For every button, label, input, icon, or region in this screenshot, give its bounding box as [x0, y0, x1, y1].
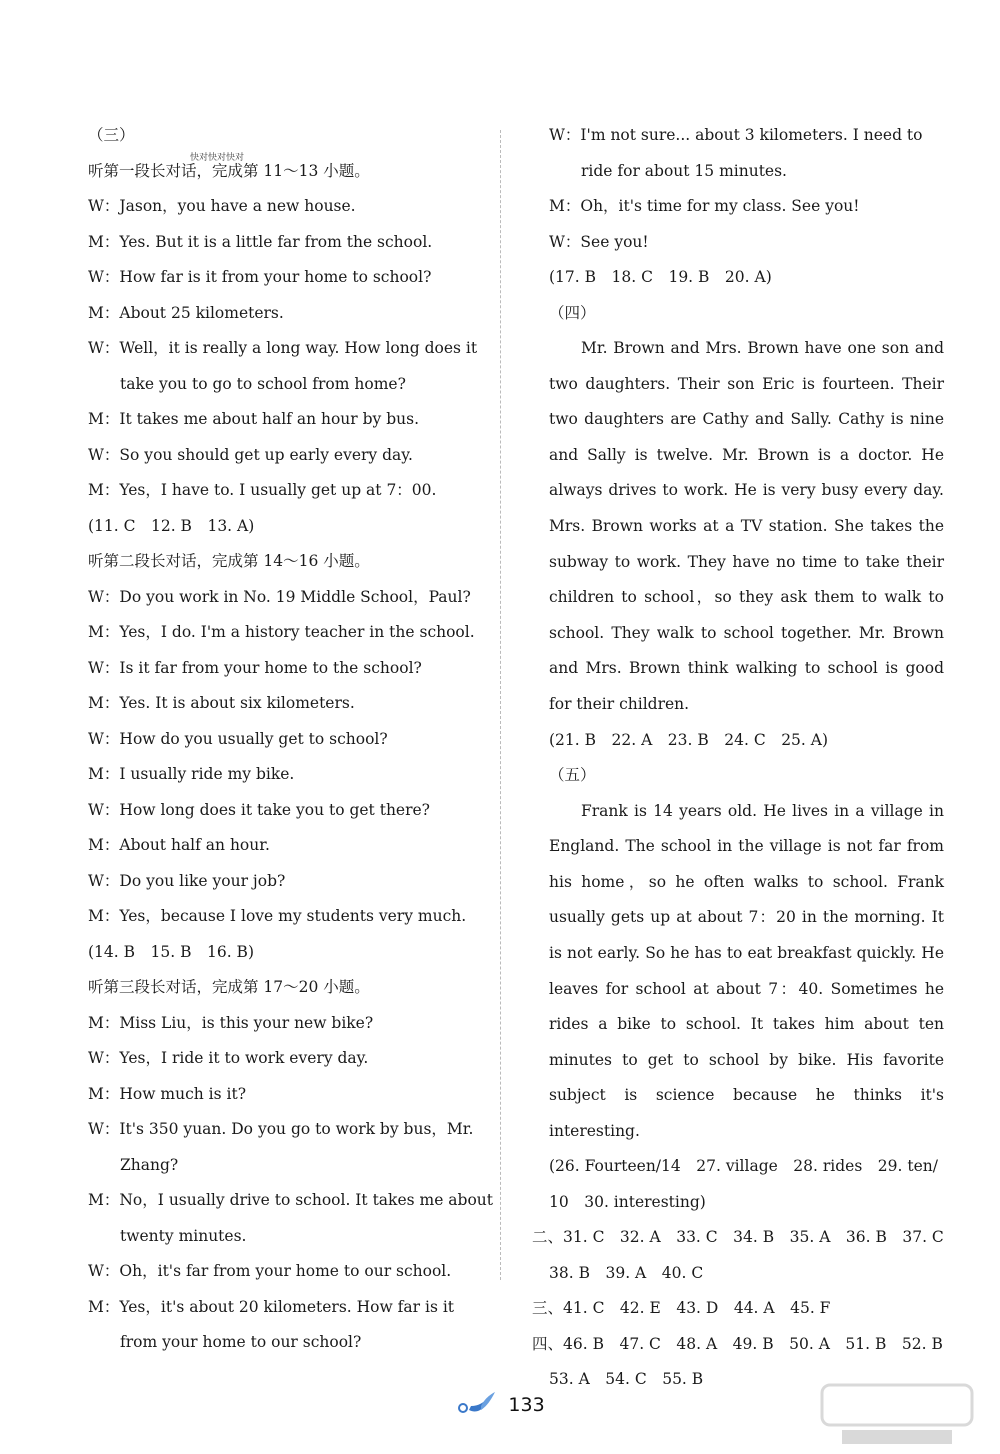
left-line: (14. B 15. B 16. B): [88, 942, 254, 961]
left-line: M：It takes me about half an hour by bus.: [88, 410, 420, 428]
right-column: [532, 118, 944, 1398]
right-line: W：See you!: [549, 232, 649, 251]
left-line: M：Yes，because I love my students very much.: [88, 907, 467, 925]
answers-part-three: 三、41. C 42. E 43. D 44. A 45. F: [532, 1299, 831, 1318]
bird-logo-icon: [455, 1388, 497, 1422]
answers-part-two-line-1: 二、31. C 32. A 33. C 34. B 35. A 36. B 37. C: [532, 1228, 944, 1247]
passage-five: Frank is 14 years old. He lives in a village in England. The school in the village is not far from his home，so he often walks to school. Frank usually gets up at about 7：20 in the morning. It is not early. So he has to eat breakfast quickly. He leaves for school at about 7：40. Sometimes he rides a bike to school. It takes him about ten minutes to get to school by bike. His favorite subject is science because he thinks it's interesting.: [549, 801, 944, 1140]
left-line: (11. C 12. B 13. A): [88, 516, 255, 535]
left-column: [88, 118, 493, 1361]
left-line: W：So you should get up early every day.: [88, 445, 413, 464]
left-line: M：Yes，I have to. I usually get up at 7：00.: [88, 481, 437, 499]
left-line: W：Do you like your job?: [88, 871, 286, 890]
left-line: M：About 25 kilometers.: [88, 303, 284, 322]
right-line: W：I'm not sure... about 3 kilometers. I need to: [549, 126, 923, 144]
left-line: twenty minutes.: [120, 1226, 247, 1245]
left-line: M：I usually ride my bike.: [88, 765, 295, 783]
left-line: W：Do you work in No. 19 Middle School，Paul?: [88, 587, 471, 606]
left-line: M：Yes，it's about 20 kilometers. How far is it: [88, 1297, 455, 1316]
left-line: W：How far is it from your home to school?: [88, 268, 432, 286]
left-line: W：Jason，you have a new house.: [88, 197, 356, 215]
left-line: W：How long does it take you to get there?: [88, 800, 430, 819]
answers-five-line-2: 10 30. interesting): [549, 1192, 706, 1211]
column-divider: [500, 130, 501, 1280]
watermark-logo: [812, 1380, 982, 1450]
left-line: from your home to our school?: [120, 1333, 362, 1351]
left-line: M：Yes. It is about six kilometers.: [88, 694, 355, 712]
left-line: W：Is it far from your home to the school?: [88, 658, 422, 677]
left-line: M：Yes，I do. I'm a history teacher in the school.: [88, 623, 475, 641]
answers-part-four-line-1: 四、46. B 47. C 48. A 49. B 50. A 51. B 52. B: [532, 1334, 943, 1353]
left-line: W：Well，it is really a long way. How long does it: [88, 339, 478, 357]
left-line: M：Yes. But it is a little far from the school.: [88, 232, 433, 251]
left-line: M：Miss Liu，is this your new bike?: [88, 1013, 374, 1032]
right-line: (17. B 18. C 19. B 20. A): [549, 268, 772, 286]
passage-four: Mr. Brown and Mrs. Brown have one son and two daughters. Their son Eric is fourteen. Their two daughters are Cathy and Sally. Cathy is nine and Sally is twelve. Mr. Brown is a doctor. He always drives to work. He is very busy every day. Mrs. Brown works at a TV station. She takes the subway to work. They have no time to take their children to school，so they ask them to walk to school. They walk to school together. Mr. Brown and Mrs. Brown think walking to school is good for their children.: [549, 339, 944, 713]
left-line: W：Oh，it's far from your home to our school.: [88, 1262, 452, 1280]
left-line: M：How much is it?: [88, 1084, 247, 1103]
left-line: take you to go to school from home?: [120, 374, 406, 393]
answers-part-two-line-2: 38. B 39. A 40. C: [549, 1263, 704, 1282]
answers-part-four-line-2: 53. A 54. C 55. B: [549, 1370, 704, 1389]
section-five-heading: （五）: [549, 766, 596, 785]
left-line: W：How do you usually get to school?: [88, 729, 388, 748]
right-line: （四）: [549, 303, 596, 322]
left-line: （三）: [88, 126, 135, 144]
right-line: ride for about 15 minutes.: [581, 161, 787, 180]
left-line: W：Yes，I ride it to work every day.: [88, 1049, 369, 1067]
right-line: M：Oh，it's time for my class. See you!: [549, 197, 860, 215]
left-line: 听第一段长对话，完成第 11～13 小题。: [88, 161, 370, 180]
page-number: 133: [508, 1394, 545, 1416]
left-line: Zhang?: [120, 1155, 179, 1174]
answers-five-line-1: (26. Fourteen/14 27. village 28. rides 29. ten/: [549, 1157, 938, 1176]
left-line: 听第二段长对话，完成第 14～16 小题。: [88, 552, 370, 570]
stamp-text: 快对快对快对: [190, 153, 245, 163]
answers-four: (21. B 22. A 23. B 24. C 25. A): [549, 730, 829, 749]
left-line: W：It's 350 yuan. Do you go to work by bus，Mr.: [88, 1120, 474, 1138]
left-line: M：About half an hour.: [88, 836, 270, 854]
left-line: M：No，I usually drive to school. It takes me about: [88, 1191, 493, 1209]
left-line: 听第三段长对话，完成第 17～20 小题。: [88, 978, 370, 996]
